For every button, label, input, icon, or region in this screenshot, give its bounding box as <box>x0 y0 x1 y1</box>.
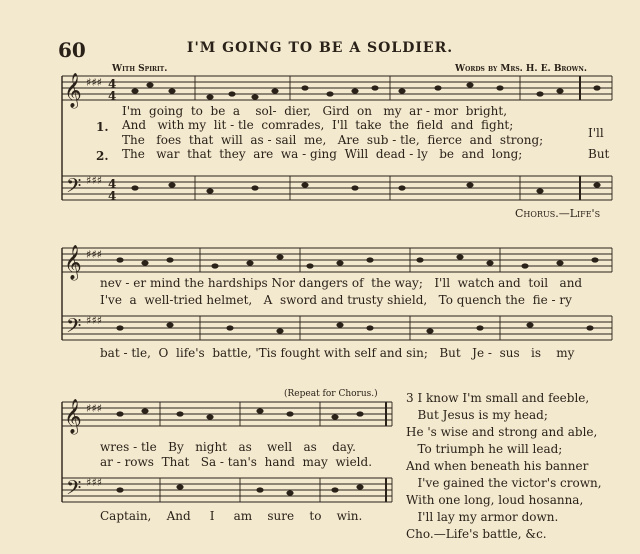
key-signature-sharps-icon: ♯♯♯ <box>86 476 102 489</box>
repeat-note: (Repeat for Chorus.) <box>284 389 378 399</box>
lyric-pickup: But <box>588 147 610 161</box>
bass-clef-icon: 𝄢 <box>66 476 82 504</box>
svg-text:4: 4 <box>108 89 117 103</box>
lyric-line: ar - rows That Sa - tan's hand may wield. <box>100 455 373 469</box>
lyric-pickup: I'll <box>588 126 604 140</box>
chorus-label: Chorus.—Life's <box>515 207 601 220</box>
verse-3-number: 3 <box>406 391 414 405</box>
verse-3-line: With one long, loud hosanna, <box>406 493 584 507</box>
treble-clef-icon: 𝄞 <box>64 399 82 434</box>
lyric-line: wres - tle By night as well as day. <box>100 440 356 454</box>
lyric-line: And with my lit - tle comrades, I'll take the field and fight; <box>122 118 514 132</box>
staff-2-bass <box>62 316 612 340</box>
verse-3-line: And when beneath his banner <box>406 459 589 473</box>
verse-number-1: 1. <box>96 120 109 134</box>
staff-1-treble <box>62 76 612 100</box>
treble-clef-icon: 𝄞 <box>64 245 82 280</box>
verse-3 <box>406 390 602 543</box>
treble-clef-icon: 𝄞 <box>64 73 82 108</box>
verse-number-2: 2. <box>96 149 109 163</box>
lyric-line: The foes that will as - sail me, Are sub - tle, fierce and strong; <box>122 133 544 147</box>
staff-3-treble <box>62 402 392 426</box>
svg-text:4: 4 <box>108 189 117 203</box>
key-signature-sharps-icon: ♯♯♯ <box>86 76 102 89</box>
key-signature-sharps-icon: ♯♯♯ <box>86 174 102 187</box>
tempo-marking: With Spirit. <box>112 64 168 74</box>
key-signature-sharps-icon: ♯♯♯ <box>86 248 102 261</box>
verse-3-line: But Jesus is my head; <box>406 408 548 422</box>
words-credit: Words by Mrs. H. E. Brown. <box>455 64 587 74</box>
verse-3-line: I know I'm small and feeble, <box>417 391 590 405</box>
verse-3-line: I'll lay my armor down. <box>406 510 559 524</box>
verse-3-line: He 's wise and strong and able, <box>406 425 598 439</box>
song-title: I'M GOING TO BE A SOLDIER. <box>186 40 454 56</box>
key-signature-sharps-icon: ♯♯♯ <box>86 402 102 415</box>
chorus-lyric-line: Captain, And I am sure to win. <box>100 509 363 523</box>
verse-3-refrain: Cho.—Life's battle, &c. <box>406 527 547 541</box>
lyric-line: The war that they are wa - ging Will dead - ly be and long; <box>122 147 523 161</box>
key-signature-sharps-icon: ♯♯♯ <box>86 314 102 327</box>
bass-clef-icon: 𝄢 <box>66 174 82 202</box>
bass-clef-icon: 𝄢 <box>66 314 82 342</box>
time-signature: 4 <box>108 77 117 91</box>
time-signature: 4 <box>108 177 117 191</box>
staff-1-bass <box>62 176 612 200</box>
verse-3-line: To triumph he will lead; <box>406 442 563 456</box>
lyric-line: I'm going to be a sol- dier, Gird on my ar - mor bright, <box>122 104 508 118</box>
page-number: 60 <box>58 38 86 62</box>
lyric-line: I've a well-tried helmet, A sword and trusty shield, To quench the fie - ry <box>100 293 572 307</box>
lyric-line: nev - er mind the hardships Nor dangers of the way; I'll watch and toil and <box>100 276 583 290</box>
verse-3-line: I've gained the victor's crown, <box>406 476 602 490</box>
staff-3-bass <box>62 478 392 502</box>
chorus-lyric-line: bat - tle, O life's battle, 'Tis fought with self and sin; But Je - sus is my <box>100 346 575 360</box>
staff-2-treble <box>62 248 612 272</box>
